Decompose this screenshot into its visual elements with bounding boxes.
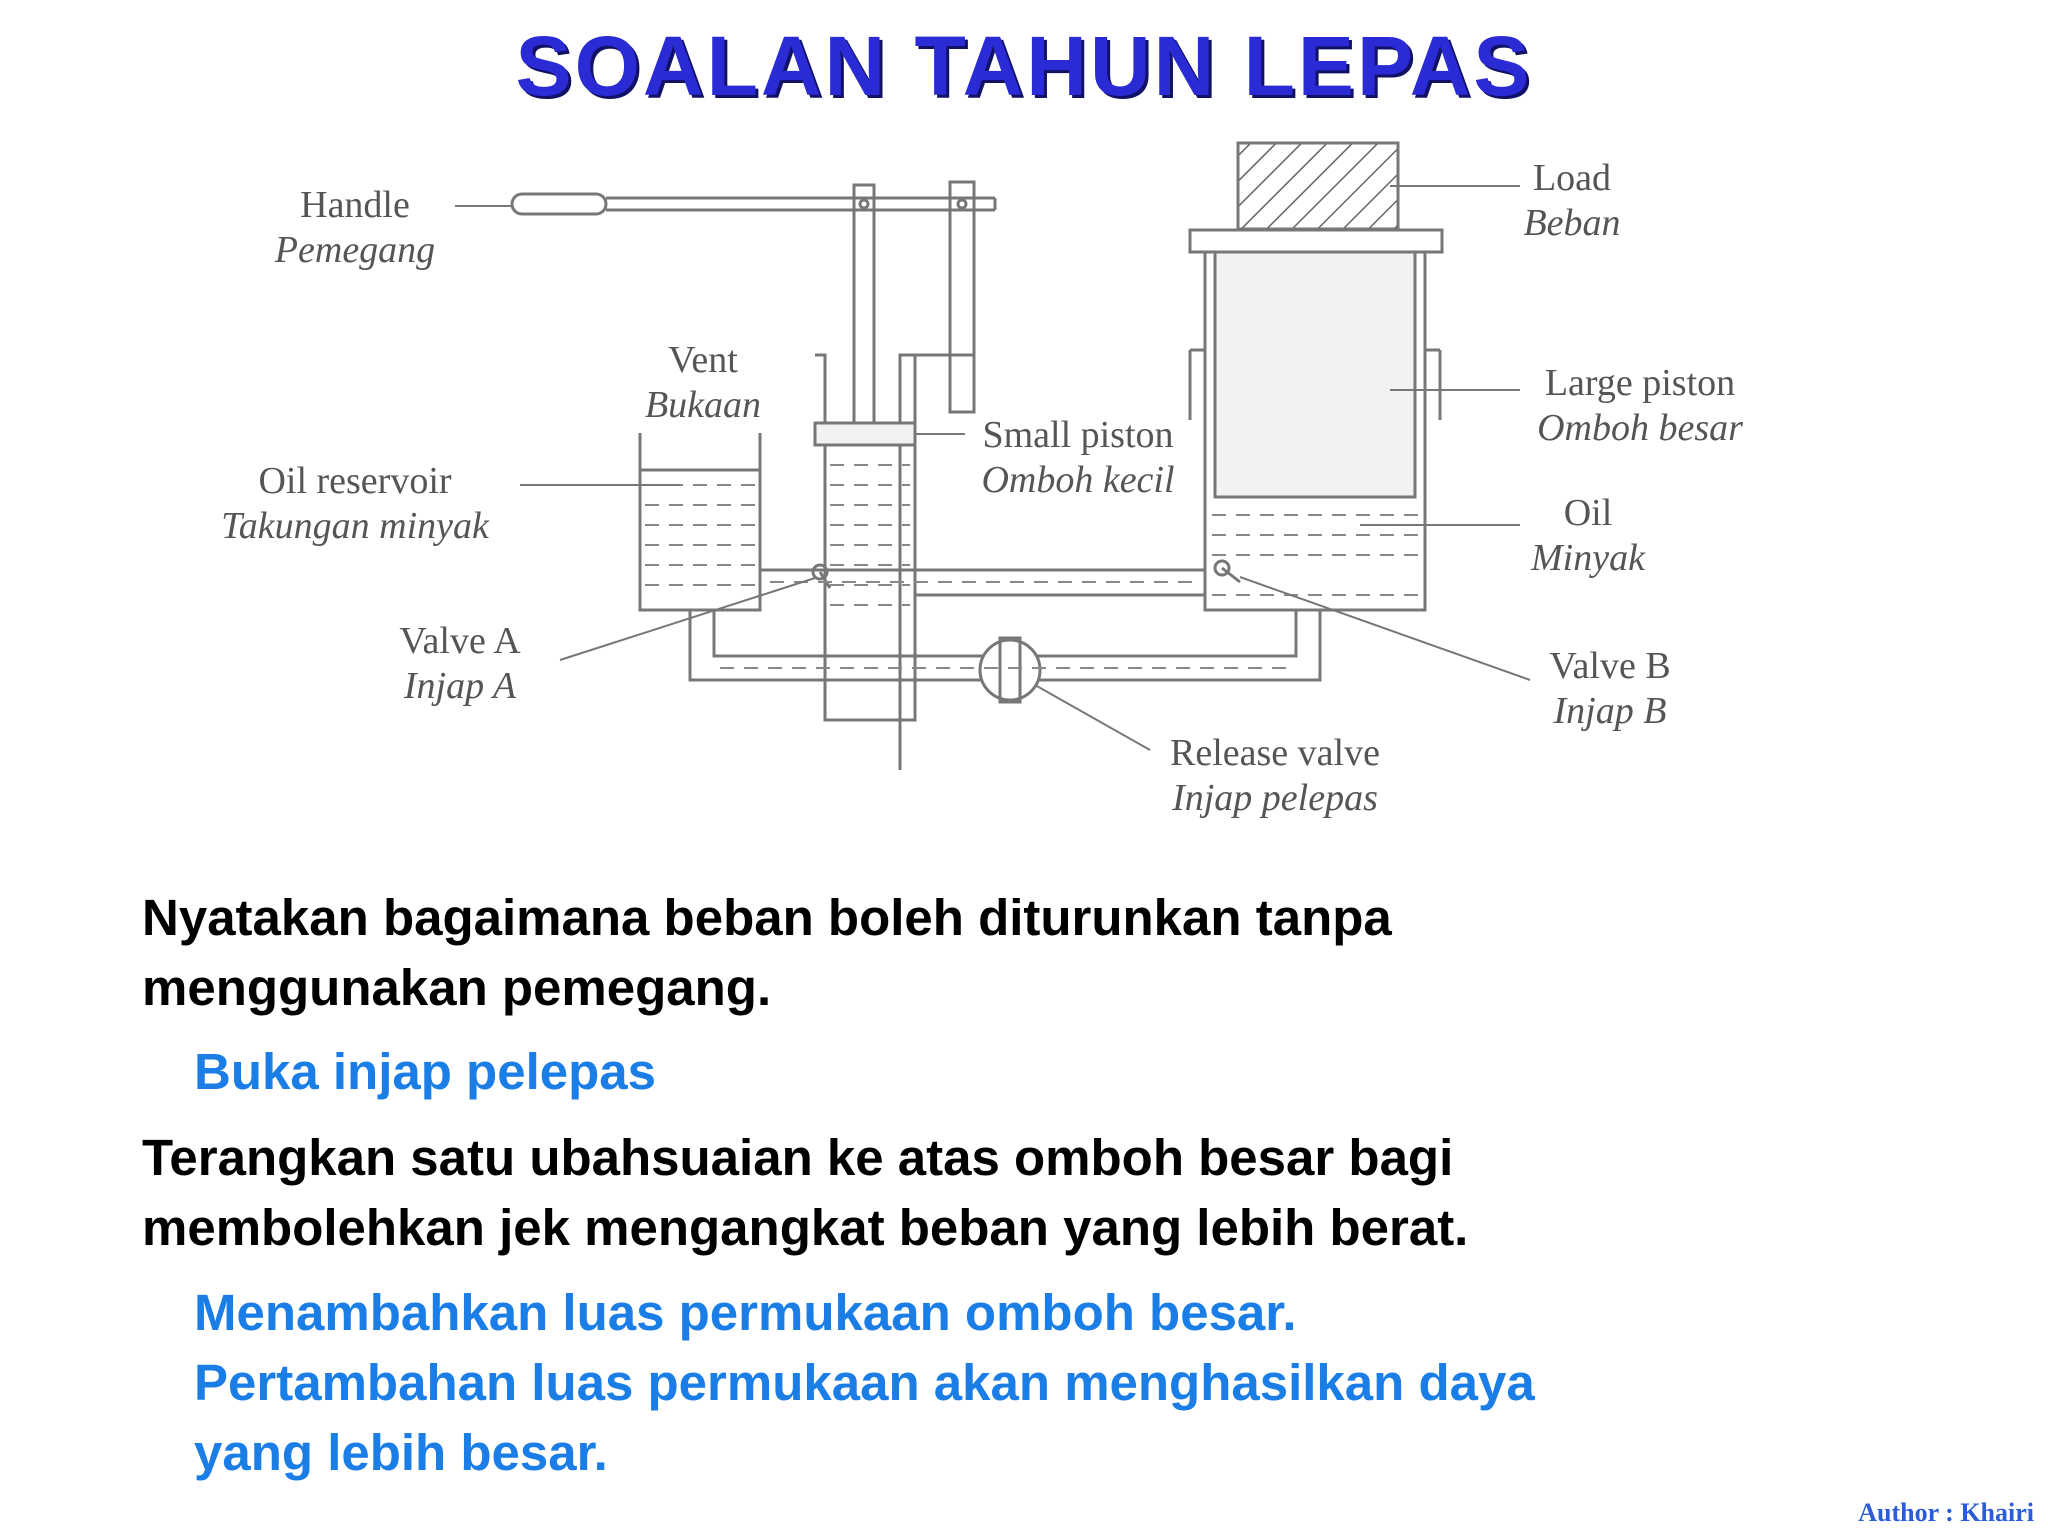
label-oil-ms: Minyak (1531, 537, 1645, 579)
release-valve (980, 640, 1040, 700)
label-small-piston: Small piston (982, 414, 1174, 456)
question-2-line-1: Terangkan satu ubahsuaian ke atas omboh besar bagi (142, 1129, 1454, 1186)
question-2 (142, 1123, 1942, 1263)
label-oil: Oil (1563, 492, 1613, 534)
answer-2-line-3: yang lebih besar. (194, 1424, 608, 1481)
answer-1-line-1: Buka injap pelepas (194, 1043, 656, 1100)
small-piston (815, 423, 915, 445)
author-credit: Author : Khairi (1858, 1498, 2034, 1527)
pivot-link (950, 182, 974, 412)
small-piston-rod (854, 185, 874, 425)
label-load: Load (1532, 157, 1612, 199)
oil-reservoir-tank (640, 433, 760, 610)
load-plate (1190, 230, 1442, 252)
label-handle: Handle (300, 184, 410, 226)
label-release-valve-ms: Injap pelepas (1172, 777, 1378, 819)
label-valve-b: Valve B (1549, 645, 1671, 687)
label-load-ms: Beban (1523, 202, 1621, 244)
label-valve-a: Valve A (399, 620, 521, 662)
question-2-line-2: membolehkan jek mengangkat beban yang lebih berat. (142, 1199, 1469, 1256)
label-vent-ms: Bukaan (644, 384, 762, 426)
label-large-piston: Large piston (1544, 362, 1736, 404)
small-cylinder (815, 355, 950, 720)
question-1-line-2: menggunakan pemegang. (142, 959, 772, 1016)
question-1 (142, 883, 1942, 1023)
label-oil-reservoir: Oil reservoir (258, 460, 452, 502)
label-small-piston-ms: Omboh kecil (981, 459, 1175, 501)
label-large-piston-ms: Omboh besar (1537, 407, 1743, 449)
handle-grip (512, 194, 606, 214)
label-release-valve: Release valve (1170, 732, 1380, 774)
question-1-line-1: Nyatakan bagaimana beban boleh diturunkan tanpa (142, 889, 1392, 946)
answer-2 (194, 1278, 1994, 1488)
large-piston (1215, 252, 1415, 497)
label-valve-b-ms: Injap B (1553, 690, 1667, 732)
answer-2-line-1: Menambahkan luas permukaan omboh besar. (194, 1284, 1297, 1341)
answer-1 (194, 1037, 1994, 1107)
label-vent: Vent (668, 339, 738, 381)
label-handle-ms: Pemegang (274, 229, 436, 271)
hydraulic-jack-diagram (0, 120, 2048, 840)
answer-2-line-2: Pertambahan luas permukaan akan menghasilkan daya (194, 1354, 1535, 1411)
slide-title: SOALAN TAHUN LEPAS (515, 19, 1533, 113)
label-oil-reservoir-ms: Takungan minyak (221, 505, 489, 547)
load-block (1238, 143, 1398, 229)
label-valve-a-ms: Injap A (403, 665, 517, 707)
